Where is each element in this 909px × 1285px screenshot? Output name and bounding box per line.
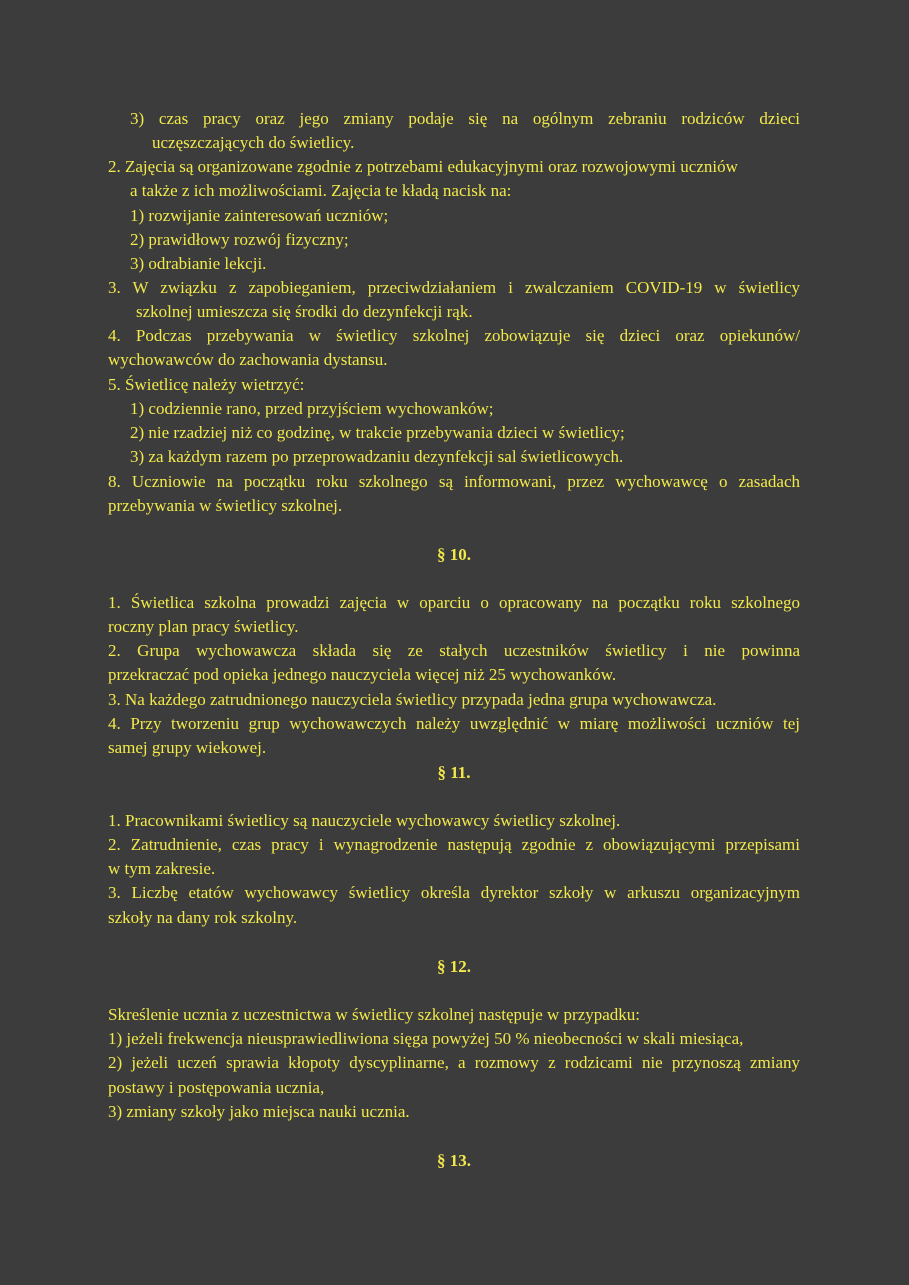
para3-line1: 3. W związku z zapobieganiem, przeciwdziałaniem i zwalczaniem COVID-19 w świetlicy (108, 278, 800, 297)
s10-para4-line2: samej grupy wiekowej. (108, 738, 267, 757)
para4-line2: wychowawców do zachowania dystansu. (108, 350, 388, 369)
s12-item3: 3) zmiany szkoły jako miejsca nauki ucznia. (108, 1102, 410, 1121)
s12-item1: 1) jeżeli frekwencja nieusprawiedliwiona sięga powyżej 50 % nieobecności w skali miesiąca, (108, 1029, 744, 1048)
s11-para2-line2: w tym zakresie. (108, 859, 216, 878)
s10-para1-line1: 1. Świetlica szkolna prowadzi zajęcia w oparciu o opracowany na początku roku szkolnego (108, 593, 800, 612)
para8-line1: 8. Uczniowie na początku roku szkolnego są informowani, przez wychowawcę o zasadach (108, 472, 800, 491)
section-11-heading: § 11. (437, 763, 471, 782)
s10-para2-line1: 2. Grupa wychowawcza składa się ze stałych uczestników świetlicy i nie powinna (108, 641, 800, 660)
para2-line1: 2. Zajęcia są organizowane zgodnie z potrzebami edukacyjnymi oraz rozwojowymi uczniów (108, 157, 738, 176)
item3-line2: uczęszczających do świetlicy. (152, 133, 355, 152)
s11-para3-line1: 3. Liczbę etatów wychowawcy świetlicy określa dyrektor szkoły w arkuszu organizacyjnym (108, 883, 800, 902)
s10-para3-line1: 3. Na każdego zatrudnionego nauczyciela świetlicy przypada jedna grupa wychowawcza. (108, 690, 717, 709)
para4-line1: 4. Podczas przebywania w świetlicy szkolnej zobowiązuje się dzieci oraz opiekunów/ (108, 326, 800, 345)
s12-intro: Skreślenie ucznia z uczestnictwa w świetlicy szkolnej następuje w przypadku: (108, 1005, 641, 1024)
s12-item2-line1: 2) jeżeli uczeń sprawia kłopoty dyscyplinarne, a rozmowy z rodzicami nie przynoszą zmiany (108, 1053, 800, 1072)
s11-para2-line1: 2. Zatrudnienie, czas pracy i wynagrodzenie następują zgodnie z obowiązującymi przepisami (108, 835, 800, 854)
para5-item2: 2) nie rzadziej niż co godzinę, w trakcie przebywania dzieci w świetlicy; (130, 423, 625, 442)
para3-line2: szkolnej umieszcza się środki do dezynfekcji rąk. (136, 302, 473, 321)
s10-para1-line2: roczny plan pracy świetlicy. (108, 617, 299, 636)
s11-para1-line1: 1. Pracownikami świetlicy są nauczyciele wychowawcy świetlicy szkolnej. (108, 811, 621, 830)
section-13-heading: § 13. (437, 1151, 471, 1170)
para5-line1: 5. Świetlicę należy wietrzyć: (108, 375, 305, 394)
para5-item3: 3) za każdym razem po przeprowadzaniu dezynfekcji sal świetlicowych. (130, 447, 624, 466)
s10-para4-line1: 4. Przy tworzeniu grup wychowawczych należy uwzględnić w miarę możliwości uczniów tej (108, 714, 800, 733)
item3-line1: 3) czas pracy oraz jego zmiany podaje się na ogólnym zebraniu rodziców dzieci (130, 109, 800, 128)
para2-line2: a także z ich możliwościami. Zajęcia te kładą nacisk na: (130, 181, 512, 200)
para2-item3: 3) odrabianie lekcji. (130, 254, 267, 273)
s11-para3-line2: szkoły na dany rok szkolny. (108, 908, 298, 927)
section-12-heading: § 12. (437, 957, 471, 976)
section-10-heading: § 10. (437, 545, 471, 564)
para5-item1: 1) codziennie rano, przed przyjściem wychowanków; (130, 399, 494, 418)
s12-item2-line2: postawy i postępowania ucznia, (108, 1078, 325, 1097)
para2-item1: 1) rozwijanie zainteresowań uczniów; (130, 206, 389, 225)
para2-item2: 2) prawidłowy rozwój fizyczny; (130, 230, 349, 249)
para8-line2: przebywania w świetlicy szkolnej. (108, 496, 343, 515)
s10-para2-line2: przekraczać pod opieka jednego nauczyciela więcej niż 25 wychowanków. (108, 665, 617, 684)
